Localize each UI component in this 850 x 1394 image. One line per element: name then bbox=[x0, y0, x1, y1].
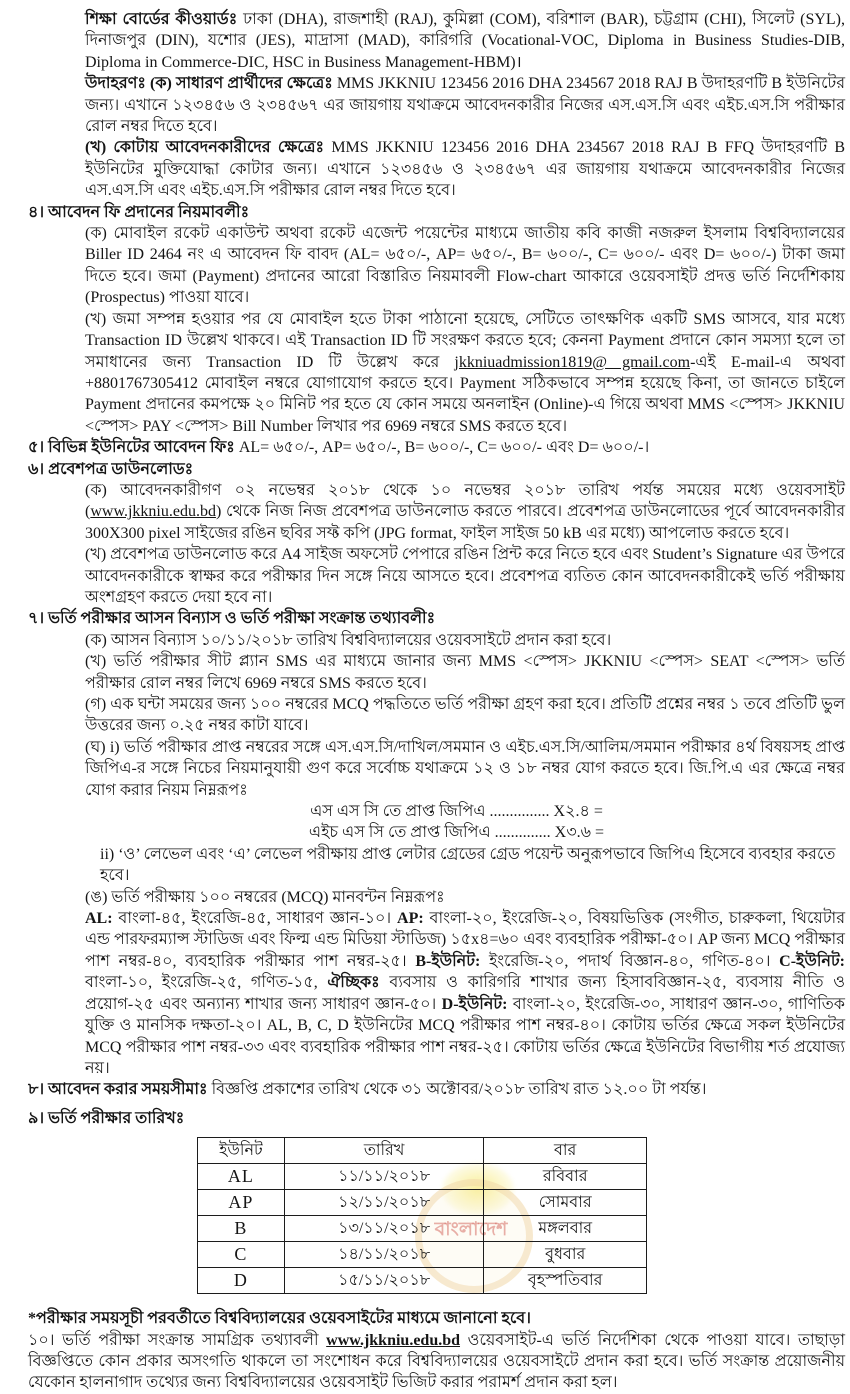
table-row bbox=[198, 1268, 647, 1294]
column-header: ইউনিট bbox=[198, 1138, 285, 1164]
paragraph bbox=[85, 223, 845, 309]
table-row bbox=[198, 1190, 647, 1216]
paragraph bbox=[68, 801, 845, 822]
paragraph bbox=[85, 737, 845, 801]
text-run: শিক্ষা বোর্ডের কীওয়ার্ডঃ bbox=[85, 11, 244, 28]
table-header-row bbox=[198, 1138, 647, 1164]
text-run: (খ) কোটায় আবেদনকারীদের ক্ষেত্রেঃ bbox=[85, 139, 332, 157]
text-run: ৪। আবেদন ফি প্রদানের নিয়মাবলীঃ bbox=[28, 203, 250, 221]
watermark-label: বাংলাদেশ bbox=[434, 1219, 508, 1241]
text-run: (ক) আবেদনকারীগণ ০২ নভেম্বর ২০১৮ থেকে ১০ নভেম্বর ২০১৮ তারিখ পর্যন্ত সময়ের মধ্যে ওয়েবসাইট ( bbox=[85, 481, 845, 521]
text-run: ঢাকা (DHA), রাজশাহী (RAJ), কুমিল্লা (COM), বরিশাল (BAR), চট্টগ্রাম (CHI), সিলেট (SYL), দিনাজপুর (DIN), যশোর (JES), মাদ্রাসা (MAD), কারিগরি (Vocational-VOC, Diploma in Business Studies-DIB, Diploma in Commerce-DIC, HSC in Business Management-HBM)। bbox=[85, 11, 846, 71]
text-run: ৫। বিভিন্ন ইউনিটের আবেদন ফিঃ bbox=[28, 439, 239, 457]
text-run: (ক) আসন বিন্যাস ১০/১১/২০১৮ তারিখ বিশ্ববিদ্যালয়ের ওয়েবসাইটে প্রদান করা হবে। bbox=[85, 631, 612, 649]
link-text: www.jkkniu.edu.bd bbox=[90, 503, 216, 521]
text-run: ৮। আবেদন করার সময়সীমাঃ bbox=[28, 1081, 212, 1099]
text-run: C-ইউনিট: bbox=[779, 952, 845, 970]
day-cell: রবিবার bbox=[484, 1164, 647, 1190]
unit-cell: C bbox=[198, 1242, 285, 1268]
text-run: এইচ এস সি তে প্রাপ্ত জিপিএ .............. X৩.৬ = bbox=[308, 824, 605, 842]
text-run: ৯। ভর্তি পরীক্ষার তারিখঃ bbox=[28, 1109, 185, 1127]
table-row bbox=[198, 1242, 647, 1268]
text-run: AL: bbox=[85, 910, 119, 928]
text-run: AL= ৬৫০/-, AP= ৬৫০/-, B= ৬০০/-, C= ৬০০/- এবং D= ৬০০/-। bbox=[238, 439, 650, 457]
notice-top-section bbox=[28, 9, 845, 1129]
text-run: -এই E-mail-এ অথবা +8801767305412 মোবাইল নম্বরে যোগাযোগ করতে হবে। Payment সঠিকভাবে সম্পন্ন হয়েছে কিনা, তা জানতে চাইলে Payment প্রদানের কমপক্ষে ২০ মিনিট পর হতে যে কোন সময়ে অনলাইন (Online)-এ গিয়ে অথবা MMS <স্পেস> JKKNIU <স্পেস> PAY <স্পেস> Bill Number লিখার পর 6969 নম্বরে SMS করতে হবে। bbox=[85, 353, 845, 435]
paragraph bbox=[85, 137, 845, 201]
unit-cell: B bbox=[198, 1216, 285, 1242]
day-cell: মঙ্গলবার bbox=[484, 1216, 647, 1242]
paragraph bbox=[85, 480, 845, 544]
paragraph bbox=[85, 651, 845, 694]
date-cell: ১৪/১১/২০১৮ bbox=[284, 1242, 484, 1268]
text-run: MMS JKKNIU 123456 2016 DHA 234567 2018 RAJ B উদাহরণটি B ইউনিটের জন্য। এখানে ১২৩৪৫৬ ও ২৩৪৫৬৭ এর জায়গায় যথাক্রমে আবেদনকারীর নিজের এস.এস.সি এবং এইচ.এস.সি পরীক্ষার রোল নম্বর দিতে হবে। bbox=[85, 75, 846, 136]
text-run: (ঙ) ভর্তি পরীক্ষায় ১০০ নম্বরের (MCQ) মানবন্টন নিম্নরূপঃ bbox=[85, 888, 445, 906]
text-run: (গ) এক ঘন্টা সময়ের জন্য ১০০ নম্বরের MCQ পদ্ধতিতে ভর্তি পরীক্ষা গ্রহণ করা হবে। প্রতিটি প্রশ্নের নম্বর ১ তবে প্রতিটি ভুল উত্তরের জন্য ০.২৫ নম্বর কাটা যাবে। bbox=[85, 696, 845, 735]
exam-date-table bbox=[197, 1137, 647, 1294]
text-run: (খ) প্রবেশপত্র ডাউনলোড করে A4 সাইজ অফসেট পেপারে রঙিন প্রিন্ট করে নিতে হবে এবং Student’s Signature এর উপরে আবেদনকারীকে স্বাক্ষর করে পরীক্ষার দিন সঙ্গে নিয়ে আসতে হবে। প্রবেশপত্র ব্যতিত কোন আবেদনকারীকেই ভর্তি পরীক্ষায় অংশগ্রহণ করতে দেয়া হবে না। bbox=[85, 546, 845, 606]
paragraph bbox=[85, 630, 845, 651]
text-run: D-ইউনিট: bbox=[441, 995, 513, 1013]
date-cell: ১৫/১১/২০১৮ bbox=[284, 1268, 484, 1294]
date-cell: ১২/১১/২০১৮ bbox=[284, 1190, 484, 1216]
text-run: ইংরেজি-২০, পদার্থ বিজ্ঞান-৪০, গণিত-৪০। bbox=[488, 952, 780, 970]
paragraph bbox=[28, 459, 845, 480]
paragraph bbox=[85, 73, 845, 137]
text-run: ৭। ভর্তি পরীক্ষার আসন বিন্যাস ও ভর্তি পরীক্ষা সংক্রান্ত তথ্যাবলীঃ bbox=[28, 610, 436, 628]
paragraph bbox=[28, 1330, 845, 1394]
column-header: বার bbox=[484, 1138, 647, 1164]
text-run: বাংলা-২০, ইংরেজি-৩০, সাধারণ জ্ঞান-৩০, গাণিতিক যুক্তি ও মানসিক দক্ষতা-২০। AL, B, C, D ইউনিটের MCQ পরীক্ষার পাশ নম্বর-৪০। কোটায় ভর্তির ক্ষেত্রে সকল ইউনিটের MCQ পরীক্ষার পাশ নম্বর-৩৩ এবং ব্যবহারিক পরীক্ষার পাশ নম্বর-২৫। কোটায় ভর্তির ক্ষেত্রে ইউনিটের বিভাগীয় শর্ত প্রযোজ্য নয়। bbox=[85, 995, 846, 1077]
day-cell: বুধবার bbox=[484, 1242, 647, 1268]
paragraph bbox=[100, 844, 845, 887]
text-run: বাংলা-১০, ইংরেজি-২৫, গণিত-১৫, bbox=[85, 974, 328, 992]
text-run: ii) ‘ও’ লেভেল এবং ‘এ’ লেভেল পরীক্ষায় প্রাপ্ত লেটার গ্রেডের গ্রেড পয়েন্ট অনুরূপভাবে জিপিএ হিসেবে ব্যবহার করতে হবে। bbox=[100, 845, 836, 885]
paragraph bbox=[28, 1308, 845, 1329]
exam-date-table-container bbox=[197, 1137, 647, 1294]
text-run: B-ইউনিট: bbox=[415, 952, 489, 970]
text-run: উদাহরণঃ (ক) সাধারণ প্রার্থীদের ক্ষেত্রেঃ bbox=[85, 75, 337, 93]
link-text: www.jkkniu.edu.bd bbox=[326, 1331, 461, 1349]
text-run: (খ) জমা সম্পন্ন হওয়ার পর যে মোবাইল হতে টাকা পাঠানো হয়েছে, সেটিতে তাৎক্ষণিক একটি SMS আসবে, যার মধ্যে Transaction ID উল্লেখ থাকবে। এই Transaction ID টি সংরক্ষণ করতে হবে; কেননা Payment প্রদানে কোন সমস্যা হলে তা সমাধানের জন্য Transaction ID টি উল্লেখ করে bbox=[85, 310, 845, 371]
column-header: তারিখ bbox=[284, 1138, 484, 1164]
text-run: বাংলা-৪৫, ইংরেজি-৪৫, সাধারণ জ্ঞান-১০। bbox=[118, 910, 398, 928]
paragraph bbox=[85, 544, 845, 608]
text-run: (ঘ) i) ভর্তি পরীক্ষার প্রাপ্ত নম্বরের সঙ্গে এস.এস.সি/দাখিল/সমমান ও এইচ.এস.সি/আলিম/সমমান পরীক্ষার ৪র্থ বিষয়সহ প্রাপ্ত জিপিএ-র সঙ্গে নিচের নিয়মানুযায়ী গুণ করে সর্বোচ্চ যথাক্রমে ১২ ও ১৮ নম্বর যোগ করতে হবে। জি.পি.এ এর ক্ষেত্রে নম্বর যোগ করার নিয়ম নিম্নরূপঃ bbox=[85, 738, 845, 799]
table-row bbox=[198, 1164, 647, 1190]
text-run: ঐচ্ছিকঃ bbox=[327, 974, 390, 992]
text-run: ) থেকে নিজ নিজ প্রবেশপত্র ডাউনলোড করতে পারবে। প্রবেশপত্র ডাউনলোডের পূর্বে আবেদনকারীর 300X300 pixel সাইজের রঙিন ছবির সফ্ট কপি (JPG format, ফাইল সাইজ 50 kB এর মধ্যে) আপলোড করতে হবে। bbox=[85, 503, 845, 542]
paragraph bbox=[85, 309, 845, 437]
text-run: MMS JKKNIU 123456 2016 DHA 234567 2018 RAJ B FFQ উদাহরণটি B ইউনিটের মুক্তিযোদ্ধা কোটার জন্য। এখানে ১২৩৪৫৬ ও ২৩৪৫৬৭ এর জায়গায় যথাক্রমে আবেদনকারীর নিজের এস.এস.সি এবং এইচ.এস.সি পরীক্ষার রোল নম্বর দিতে হবে। bbox=[85, 139, 845, 200]
day-cell: সোমবার bbox=[484, 1190, 647, 1216]
text-run: বাংলা-২০, ইংরেজি-২০, বিষয়ভিত্তিক (সংগীত, চারুকলা, থিয়েটার এন্ড পারফরম্যান্স স্টাডিজ এবং ফিল্ম এন্ড মিডিয়া স্টাডিজ) ১৫x৪=৬০ এবং ব্যবহারিক পরীক্ষা-৫০। AP জন্য MCQ পরীক্ষার পাশ নম্বর-৪০, ব্যবহারিক পরীক্ষার পাশ নম্বর-২৫। bbox=[85, 910, 846, 970]
paragraph bbox=[68, 822, 845, 843]
paragraph bbox=[28, 1108, 845, 1129]
table-row bbox=[198, 1216, 647, 1242]
link-text: jkkniuadmission1819@ gmail.com bbox=[454, 353, 691, 371]
text-run: AP: bbox=[397, 910, 430, 928]
unit-cell: D bbox=[198, 1268, 285, 1294]
text-run: ব্যবসায় ও কারিগরি শাখার জন্য হিসাববিজ্ঞান-২৫, ব্যবসায় নীতি ও প্রয়োগ-২৫ এবং অন্যান্য শাখার জন্য সাধারণ জ্ঞান-৫০। bbox=[85, 974, 846, 1013]
text-run: বিজ্ঞপ্তি প্রকাশের তারিখ থেকে ৩১ অক্টোবর/২০১৮ তারিখ রাত ১২.০০ টা পর্যন্ত। bbox=[211, 1081, 707, 1099]
paragraph bbox=[28, 202, 845, 223]
text-run: ১০। ভর্তি পরীক্ষা সংক্রান্ত সামগ্রিক তথ্যাবলী bbox=[28, 1331, 327, 1349]
unit-cell: AP bbox=[198, 1190, 285, 1216]
date-cell: ১৩/১১/২০১৮ bbox=[284, 1216, 484, 1242]
paragraph bbox=[85, 9, 845, 73]
text-run: ৬। প্রবেশপত্র ডাউনলোডঃ bbox=[28, 460, 194, 478]
notice-bottom-section bbox=[28, 1308, 845, 1394]
paragraph bbox=[85, 694, 845, 737]
paragraph bbox=[28, 1079, 845, 1100]
paragraph bbox=[85, 908, 845, 1079]
paragraph bbox=[85, 887, 845, 908]
paragraph bbox=[28, 608, 845, 629]
paragraph bbox=[28, 437, 845, 458]
text-run: (ক) মোবাইল রকেট একাউন্ট অথবা রকেট এজেন্ট পয়েন্টের মাধ্যমে জাতীয় কবি কাজী নজরুল ইসলাম বিশ্ববিদ্যালয়ের Biller ID 2464 নং এ আবেদন ফি বাবদ (AL= ৬৫০/-, AP= ৬৫০/-, B= ৬০০/-, C= ৬০০/- এবং D= ৬০০/-) টাকা জমা দিতে হবে। জমা (Payment) প্রদানের আরো বিস্তারিত নিয়মাবলী Flow-chart আকারে ওয়েবসাইট প্রদত্ত ভর্তি নির্দেশিকায় (Prospectus) পাওয়া যাবে। bbox=[85, 225, 845, 307]
unit-cell: AL bbox=[198, 1164, 285, 1190]
day-cell: বৃহস্পতিবার bbox=[484, 1268, 647, 1294]
text-run: এস এস সি তে প্রাপ্ত জিপিএ ............... X২.৪ = bbox=[310, 803, 603, 821]
text-run: (খ) ভর্তি পরীক্ষার সীট প্ল্যান SMS এর মাধ্যমে জানার জন্য MMS <স্পেস> JKKNIU <স্পেস> SEAT <স্পেস> ভর্তি পরীক্ষার রোল নম্বর লিখে 6969 নম্বরে SMS করতে হবে। bbox=[85, 653, 845, 692]
date-cell: ১১/১১/২০১৮ bbox=[284, 1164, 484, 1190]
text-run: *পরীক্ষার সময়সূচী পরবর্তীতে বিশ্ববিদ্যালয়ের ওয়েবসাইটের মাধ্যমে জানানো হবে। bbox=[28, 1310, 531, 1328]
text-run: ওয়েবসাইট-এ ভর্তি নির্দেশিকা থেকে পাওয়া যাবে। তাছাড়া বিজ্ঞপ্তিতে কোন প্রকার অসংগতি থাকলে তা সংশোধন করে বিশ্ববিদ্যালয়ের ওয়েবসাইটে প্রদান করা হবে। ভর্তি সংক্রান্ত প্রয়োজনীয় যেকোন হালনাগাদ তথ্যের জন্য বিশ্ববিদ্যালয়ের ওয়েবসাইট ভিজিট করার পরামর্শ প্রদান করা হল। bbox=[28, 1331, 845, 1392]
